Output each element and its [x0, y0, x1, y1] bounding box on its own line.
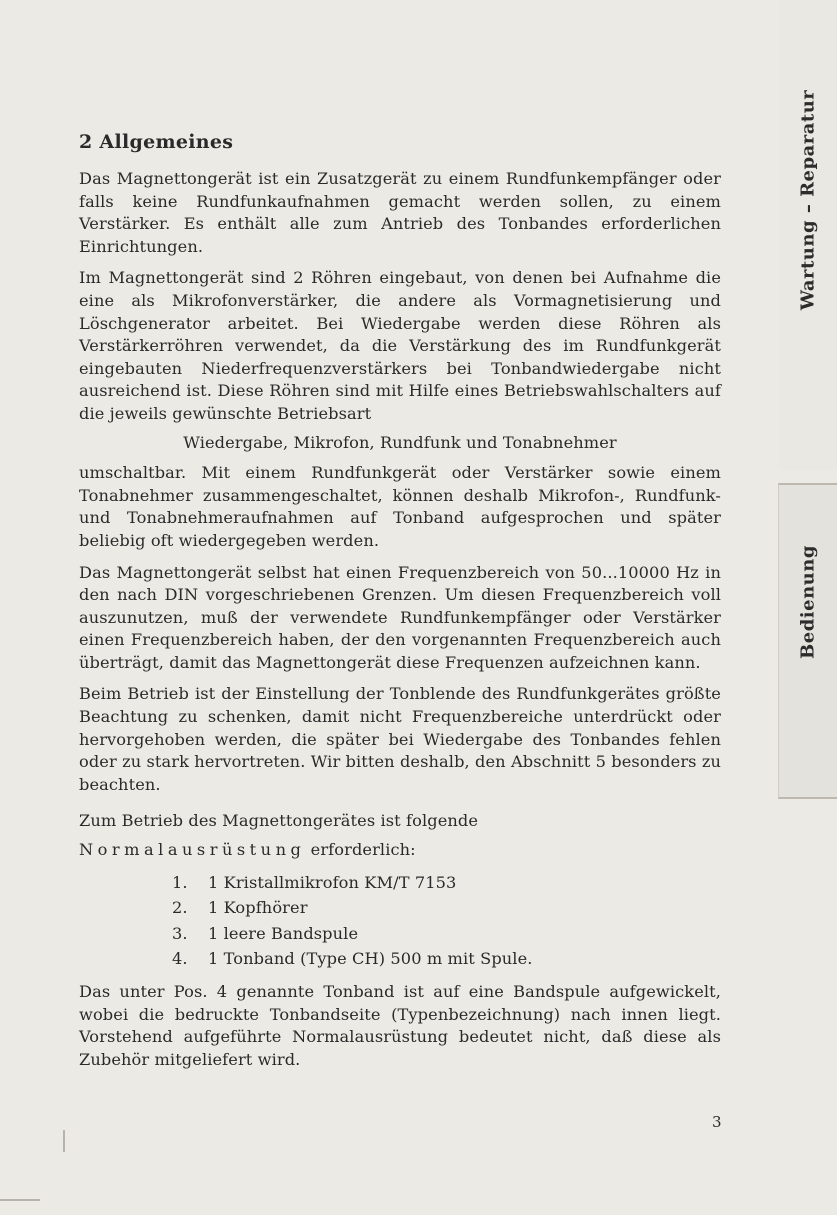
list-item — [172, 872, 721, 895]
list-item-number: 3. — [172, 923, 188, 943]
list-item — [172, 897, 721, 920]
equipment-intro — [79, 839, 721, 862]
list-item-text: 1 Kristallmikrofon KM/T 7153 — [208, 872, 457, 892]
equipment-intro-rest: erforderlich: — [305, 840, 416, 860]
list-item-text: 1 leere Bandspule — [208, 923, 359, 943]
side-tab-maintenance-label: Wartung – Reparatur — [797, 89, 819, 311]
side-tab-operation[interactable] — [778, 483, 837, 799]
list-item — [172, 948, 721, 971]
paper-mark — [63, 1130, 65, 1152]
list-item — [172, 923, 721, 946]
paragraph: Beim Betrieb ist der Einstellung der Tonblende des Rundfunkgerätes größte Beachtung zu schenken, damit nicht Frequenzbereiche unterdrückt oder hervorgehoben werden, die später bei Wiedergabe des Tonbandes fehlen oder zu stark hervortreten. Wir bitten deshalb, den Abschnitt 5 besonders zu beachten. — [79, 684, 721, 794]
side-tab-operation-label: Bedienung — [797, 545, 819, 659]
page-number: 3 — [712, 1113, 722, 1131]
equipment-intro-spaced: Normalausrüstung — [79, 840, 306, 860]
paragraph: Das Magnettongerät selbst hat einen Frequenzbereich von 50...10000 Hz in den nach DIN vorgeschriebenen Grenzen. Um diesen Frequenzbereich voll auszunutzen, muß der verwendete Rundfunkempfänger oder Verstärker einen Frequenzbereich haben, der den vorgenannten Frequenzbereich auch überträgt, damit das Magnettongerät diese Frequenzen aufzeichnen kann. — [79, 562, 721, 672]
section-content — [79, 130, 721, 1080]
operating-modes-line: Wiedergabe, Mikrofon, Rundfunk und Tonabnehmer — [183, 432, 617, 452]
paragraph: Im Magnettongerät sind 2 Röhren eingebaut, von denen bei Aufnahme die eine als Mikrofonverstärker, die andere als Vormagnetisierung und Löschgenerator arbeitet. Bei Wiedergabe werden diese Röhren als Verstärkerröhren verwendet, da die Verstärkung des im Rundfunkgerät eingebauten Niederfrequenzverstärkers bei Tonbandwiedergabe nicht ausreichend ist. Diese Röhren sind mit Hilfe eines Betriebswahlschalters auf die jeweils gewünschte Betriebsart — [79, 268, 721, 423]
paper-mark — [0, 1199, 40, 1201]
paragraph: umschaltbar. Mit einem Rundfunkgerät oder Verstärker sowie einem Tonabnehmer zusammengeschaltet, können deshalb Mikrofon-, Rundfunk- und Tonabnehmeraufnahmen auf Tonband aufgesprochen und später beliebig oft wiedergegeben werden. — [79, 463, 721, 550]
list-item-text: 1 Tonband (Type CH) 500 m mit Spule. — [208, 949, 533, 969]
closing-paragraph: Das unter Pos. 4 genannte Tonband ist auf eine Bandspule aufgewickelt, wobei die bedruckte Tonbandseite (Typenbezeichnung) nach innen liegt. Vorstehend aufgeführte Normalausrüstung bedeutet nicht, daß diese als Zubehör mitgeliefert wird. — [79, 982, 721, 1069]
list-item-number: 1. — [172, 872, 188, 892]
section-heading: 2 Allgemeines — [79, 131, 234, 153]
paragraph: Zum Betrieb des Magnettongerätes ist folgende — [79, 811, 479, 831]
list-item-number: 2. — [172, 898, 188, 918]
paragraph: Das Magnettongerät ist ein Zusatzgerät zu einem Rundfunkempfänger oder falls keine Rundfunkaufnahmen gemacht werden sollen, zu einem Verstärker. Es enthält alle zum Antrieb des Tonbandes erforderlichen Einrichtungen. — [79, 169, 721, 256]
list-item-number: 4. — [172, 949, 188, 969]
side-tab-maintenance[interactable] — [779, 0, 837, 470]
equipment-list — [172, 872, 721, 971]
list-item-text: 1 Kopfhörer — [208, 898, 308, 918]
